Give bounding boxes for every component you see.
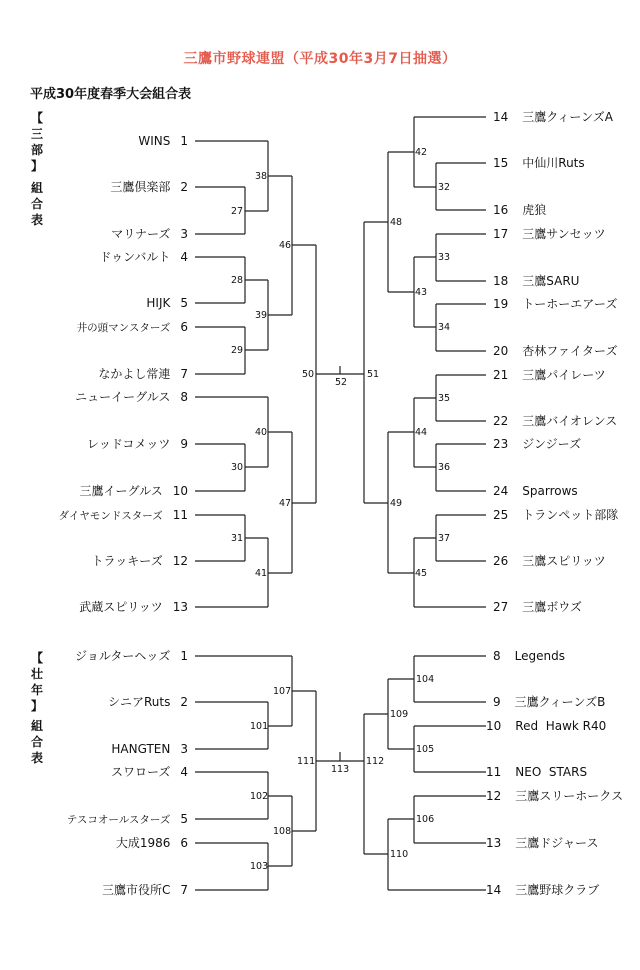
team-name: 三鷹スピリッツ <box>522 554 606 568</box>
team-entry <box>486 836 598 850</box>
team-number: 4 <box>180 765 188 779</box>
division2-label-char: 壮 <box>30 667 43 681</box>
match-number: 39 <box>255 310 268 321</box>
team-number: 19 <box>493 297 509 311</box>
team-name: なかよし常連 <box>98 367 171 381</box>
team-entry <box>493 695 605 709</box>
team-entry <box>75 390 188 404</box>
team-number: 13 <box>486 836 502 850</box>
team-name: ドゥンバルト <box>99 250 171 264</box>
team-entry <box>493 203 546 217</box>
team-name: Legends <box>514 649 565 663</box>
team-name: 中仙川Ruts <box>522 156 585 170</box>
division1-label-char: 部 <box>30 143 43 157</box>
match-number: 43 <box>415 287 428 298</box>
team-entry <box>493 227 606 241</box>
match-number: 49 <box>390 498 403 509</box>
team-number: 11 <box>486 765 502 779</box>
team-entry <box>79 484 188 498</box>
team-number: 3 <box>180 742 188 756</box>
match-number: 40 <box>255 427 268 438</box>
team-name: 大成1986 <box>115 836 171 850</box>
team-name: 三鷹ボウズ <box>522 600 582 614</box>
team-entry <box>59 508 188 523</box>
team-entry <box>75 649 188 663</box>
division1-label-char: 】 <box>30 159 43 173</box>
match-number: 37 <box>438 533 451 544</box>
team-entry <box>67 812 188 827</box>
team-number: 13 <box>172 600 188 614</box>
team-number: 24 <box>493 484 509 498</box>
team-name: ダイヤモンドスターズ <box>58 510 163 522</box>
team-name: 三鷹野球クラブ <box>515 883 600 897</box>
match-number: 30 <box>231 462 244 473</box>
team-entry <box>87 437 188 451</box>
match-number: 32 <box>438 182 451 193</box>
team-name: Sparrows <box>522 484 578 498</box>
team-number: 3 <box>180 227 188 241</box>
match-number: 111 <box>297 756 316 767</box>
team-name: スワローズ <box>110 765 171 779</box>
team-name: トーホーエアーズ <box>522 297 618 311</box>
team-entry <box>116 836 188 850</box>
team-entry <box>111 227 188 241</box>
team-entry <box>493 600 582 614</box>
team-name: 三鷹バイオレンス <box>522 414 618 428</box>
team-number: 6 <box>180 836 188 850</box>
team-entry <box>92 554 188 568</box>
match-number: 45 <box>415 568 428 579</box>
team-entry <box>493 414 617 428</box>
match-number: 104 <box>416 674 435 685</box>
team-number: 11 <box>172 508 188 522</box>
team-name: ニューイーグルス <box>75 390 171 404</box>
team-entry <box>138 134 188 148</box>
match-number: 28 <box>231 275 244 286</box>
match-number: 102 <box>250 791 269 802</box>
team-number: 12 <box>172 554 188 568</box>
team-name: HANGTEN <box>111 742 171 756</box>
team-entry <box>486 883 599 897</box>
team-name: 三鷹市役所C <box>101 883 171 897</box>
team-name: トラッキーズ <box>91 554 163 568</box>
match-number: 103 <box>250 861 269 872</box>
team-number: 8 <box>180 390 188 404</box>
team-name: HIJK <box>146 296 171 310</box>
match-number: 31 <box>231 533 244 544</box>
team-entry <box>493 368 606 382</box>
match-number: 113 <box>331 764 350 775</box>
team-name: 虎狼 <box>522 203 547 217</box>
team-name: 三鷹クィーンズB <box>514 695 606 709</box>
team-entry <box>493 437 581 451</box>
team-entry <box>486 765 587 779</box>
team-entry <box>486 789 623 803</box>
team-name: 三鷹パイレーツ <box>522 368 606 382</box>
team-number: 15 <box>493 156 509 170</box>
match-number: 48 <box>390 217 403 228</box>
team-number: 5 <box>180 296 188 310</box>
team-entry <box>493 508 618 522</box>
team-entry <box>493 344 617 358</box>
match-number: 27 <box>231 206 244 217</box>
division2-label-char: 】 <box>30 699 43 713</box>
team-name: Red Hawk R40 <box>515 719 607 733</box>
division1-label-char: 三 <box>30 127 43 141</box>
team-number: 14 <box>493 110 509 124</box>
team-number: 22 <box>493 414 509 428</box>
team-name: ジンジーズ <box>522 437 582 451</box>
team-number: 8 <box>493 649 501 663</box>
division1-table-char: 表 <box>30 213 43 227</box>
match-number: 109 <box>390 709 409 720</box>
team-number: 2 <box>180 180 188 194</box>
division1-table-char: 合 <box>30 197 43 211</box>
division1-table-char: 組 <box>30 181 43 195</box>
team-entry <box>111 765 188 779</box>
team-name: 武蔵スピリッツ <box>79 600 163 614</box>
team-entry <box>146 296 188 310</box>
team-number: 23 <box>493 437 509 451</box>
team-name: マリナーズ <box>111 227 171 241</box>
match-number: 101 <box>250 721 269 732</box>
team-name: 三鷹倶楽部 <box>110 180 171 194</box>
match-number: 38 <box>255 171 268 182</box>
team-entry <box>79 600 188 614</box>
division2-label-char: 【 <box>30 651 43 665</box>
match-number: 33 <box>438 252 451 263</box>
match-number: 50 <box>302 369 315 380</box>
match-number: 46 <box>279 240 292 251</box>
team-entry <box>493 156 585 170</box>
match-number: 107 <box>273 686 292 697</box>
team-number: 9 <box>493 695 501 709</box>
division2-label-char: 年 <box>30 683 43 697</box>
team-number: 7 <box>180 883 188 897</box>
page-subtitle: 平成30年度春季大会組合表 <box>30 87 192 102</box>
team-entry <box>493 110 613 124</box>
match-number: 42 <box>415 147 428 158</box>
team-entry <box>493 297 617 311</box>
team-name: WINS <box>138 134 171 148</box>
match-number: 108 <box>273 826 292 837</box>
team-number: 7 <box>180 367 188 381</box>
team-name: 三鷹ドジャース <box>515 836 599 850</box>
team-entry <box>99 250 188 264</box>
team-number: 20 <box>493 344 509 358</box>
match-number: 34 <box>438 322 451 333</box>
team-entry <box>486 719 606 733</box>
team-name: 井の頭マンスターズ <box>76 322 171 334</box>
match-number: 29 <box>231 345 244 356</box>
team-number: 18 <box>493 274 509 288</box>
match-number: 44 <box>415 427 428 438</box>
match-number: 110 <box>390 849 409 860</box>
team-number: 21 <box>493 368 509 382</box>
team-name: シニアRuts <box>107 695 171 709</box>
team-number: 2 <box>180 695 188 709</box>
team-number: 1 <box>180 649 188 663</box>
match-number: 52 <box>335 377 348 388</box>
team-entry <box>108 695 188 709</box>
page-title: 三鷹市野球連盟（平成30年3月7日抽選） <box>183 51 457 67</box>
division1-label-char: 【 <box>30 111 43 125</box>
team-name: ジョルターヘッズ <box>75 649 171 663</box>
division2-table-char: 合 <box>30 735 43 749</box>
match-number: 51 <box>367 369 380 380</box>
team-entry <box>493 274 579 288</box>
team-name: NEO STARS <box>515 765 588 779</box>
team-entry <box>110 180 188 194</box>
team-entry <box>102 883 188 897</box>
match-number: 41 <box>255 568 268 579</box>
team-entry <box>77 320 188 335</box>
team-number: 16 <box>493 203 509 217</box>
team-entry <box>493 554 606 568</box>
team-entry <box>493 484 578 498</box>
team-number: 14 <box>486 883 502 897</box>
team-name: 三鷹スリーホークス <box>515 789 624 803</box>
team-number: 6 <box>180 320 188 334</box>
team-name: テスコオールスターズ <box>66 814 171 826</box>
team-name: 三鷹SARU <box>522 274 580 288</box>
team-number: 9 <box>180 437 188 451</box>
match-number: 35 <box>438 393 451 404</box>
match-number: 36 <box>438 462 451 473</box>
team-number: 17 <box>493 227 509 241</box>
division2-table-char: 組 <box>30 719 43 733</box>
team-entry <box>98 367 188 381</box>
match-number: 112 <box>366 756 385 767</box>
team-number: 26 <box>493 554 509 568</box>
match-number: 106 <box>416 814 435 825</box>
team-name: 三鷹イーグルス <box>79 484 163 498</box>
team-number: 10 <box>486 719 502 733</box>
team-number: 12 <box>486 789 502 803</box>
match-number: 105 <box>416 744 435 755</box>
team-name: トランペット部隊 <box>522 508 619 522</box>
team-number: 4 <box>180 250 188 264</box>
team-number: 10 <box>172 484 188 498</box>
match-number: 47 <box>279 498 292 509</box>
team-entry <box>111 742 188 756</box>
division2-table-char: 表 <box>30 751 43 765</box>
team-name: 三鷹クィーンズA <box>522 110 613 124</box>
team-number: 25 <box>493 508 509 522</box>
team-name: レッドコメッツ <box>86 437 171 451</box>
team-name: 杏林ファイターズ <box>522 344 618 358</box>
team-name: 三鷹サンセッツ <box>522 227 606 241</box>
team-number: 1 <box>180 134 188 148</box>
team-number: 5 <box>180 812 188 826</box>
team-entry <box>493 649 565 663</box>
team-number: 27 <box>493 600 509 614</box>
